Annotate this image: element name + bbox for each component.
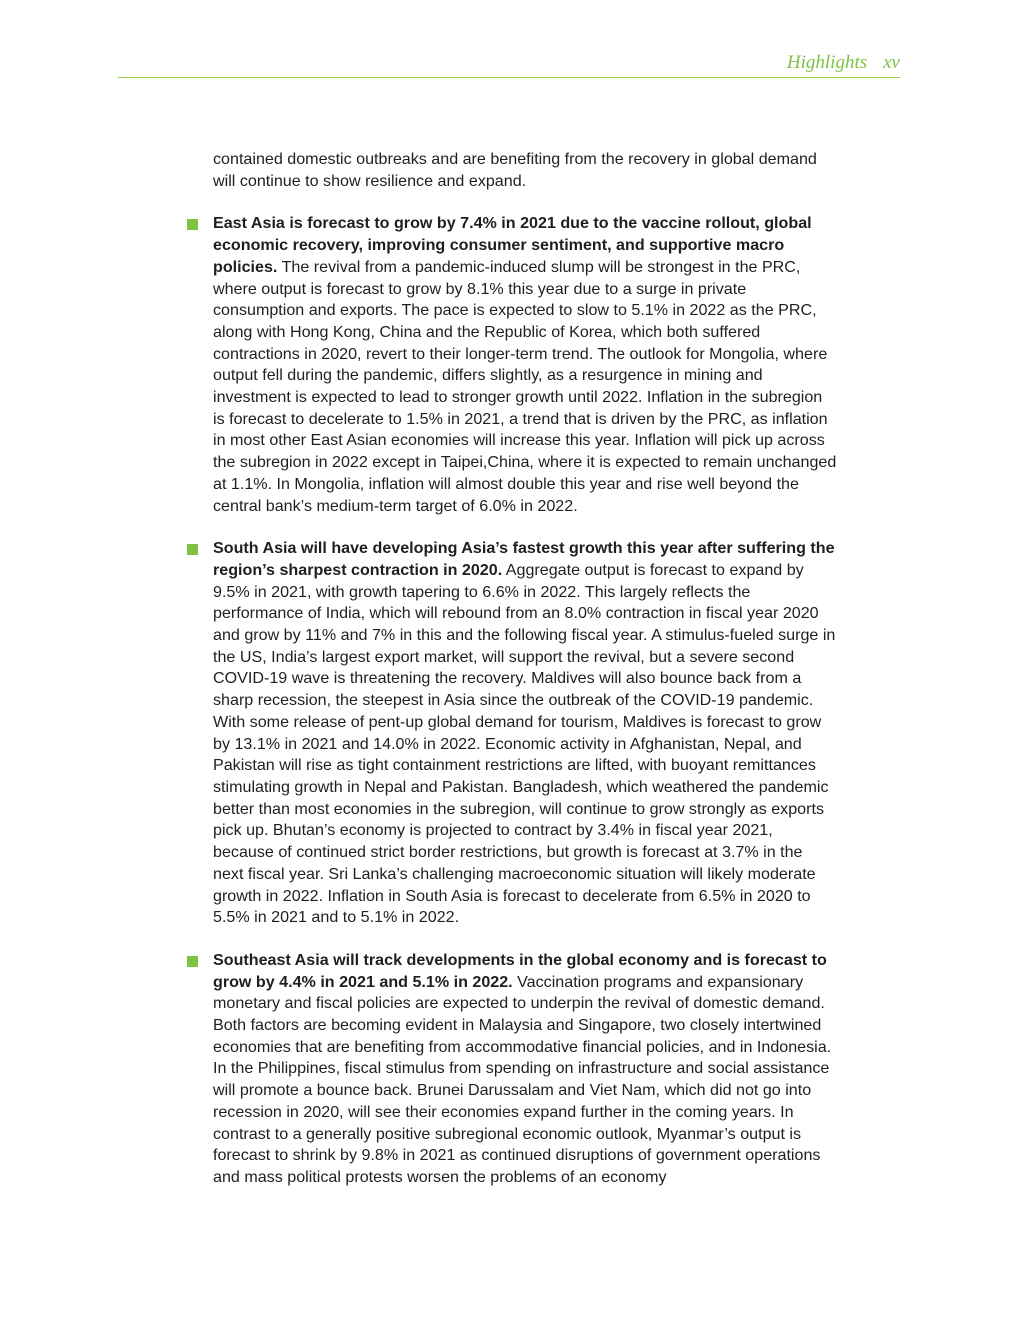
body-text [213,149,837,1189]
bullet-body: The revival from a pandemic-induced slump will be strongest in the PRC, where output is forecast to grow by 8.1% this year due to a surge in private consumption and exports. The pace is expected to slow to 5.1% in 2022 as the PRC, along with Hong Kong, China and the Republic of Korea, which both suffered contractions in 2020, revert to their longer-term trend. The outlook for Mongolia, where output fell during the pandemic, differs slightly, as a resurgence in mining and investment is expected to lead to stronger growth until 2022. Inflation in the subregion is forecast to decelerate to 1.5% in 2021, a trend that is driven by the PRC, as inflation in most other East Asian economies will increase this year. Inflation will pick up across the subregion in 2022 except in Taipei,China, where it is expected to remain unchanged at 1.1%. In Mongolia, inflation will almost double this year and rise well beyond the central bank’s medium-term target of 6.0% in 2022. [213,257,837,515]
intro-paragraph: contained domestic outbreaks and are benefiting from the recovery in global demand will continue to show resilience and expand. [213,150,817,190]
bullet-paragraph [213,950,837,1189]
bullet-body: Aggregate output is forecast to expand by 9.5% in 2021, with growth tapering to 6.6% in 2022. This largely reflects the performance of India, which will rebound from an 8.0% contraction in fiscal year 2020 and grow by 11% and 7% in this and the following fiscal year. A stimulus-fueled surge in the US, India’s largest export market, will support the revival, but a severe second COVID-19 wave is threatening the recovery. Maldives will also bounce back from a sharp recession, the steepest in Asia since the outbreak of the COVID-19 pandemic. With some release of pent-up global demand for tourism, Maldives is forecast to grow by 13.1% in 2021 and 14.0% in 2022. Economic activity in Afghanistan, Nepal, and Pakistan will rise as tight containment restrictions are lifted, with buoyant remittances stimulating growth in Nepal and Pakistan. Bangladesh, which weathered the pandemic better than most economies in the subregion, will continue to grow strongly as exports pick up. Bhutan’s economy is projected to contract by 3.4% in fiscal year 2021, because of continued strict border restrictions, but growth is forecast at 3.7% in the next fiscal year. Sri Lanka’s challenging macroeconomic situation will likely moderate growth in 2022. Inflation in South Asia is forecast to decelerate from 6.5% in 2020 to 5.5% in 2021 and to 5.1% in 2022. [213,560,836,927]
bullet-lead: Southeast Asia will track developments in the global economy and is forecast to grow by 4.4% in 2021 and 5.1% in 2022. [213,950,827,991]
bullet-southeast-asia [213,950,837,1189]
running-header [118,52,900,78]
bullet-square-icon [187,544,198,555]
section-title: Highlights [786,52,868,73]
bullet-paragraph [213,538,837,929]
page-number: xv [883,52,900,73]
bullet-lead: South Asia will have developing Asia’s fastest growth this year after suffering the region’s sharpest contraction in 2020. [213,539,835,579]
bullet-east-asia [213,213,837,517]
bullet-square-icon [187,219,198,230]
bullet-south-asia [213,538,837,929]
bullet-body: Vaccination programs and expansionary monetary and fiscal policies are expected to underpin the revival of domestic demand. Both factors are becoming evident in Malaysia and Singapore, two closely intertwined economies that are benefiting from accommodative financial policies, and in Indonesia. In the Philippines, fiscal stimulus from spending on infrastructure and social assistance will promote a bounce back. Brunei Darussalam and Viet Nam, which did not go into recession in 2020, will see their economies expand further in the coming years. In contrast to a generally positive subregional economic outlook, Myanmar’s output is forecast to shrink by 9.8% in 2021 as continued disruptions of government operations and mass political protests worsen the problems of an economy [213,972,832,1186]
bullet-square-icon [187,956,198,967]
bullet-paragraph [213,213,837,517]
bullet-lead: East Asia is forecast to grow by 7.4% in 2021 due to the vaccine rollout, global economic recovery, improving consumer sentiment, and supportive macro policies. [213,214,812,276]
